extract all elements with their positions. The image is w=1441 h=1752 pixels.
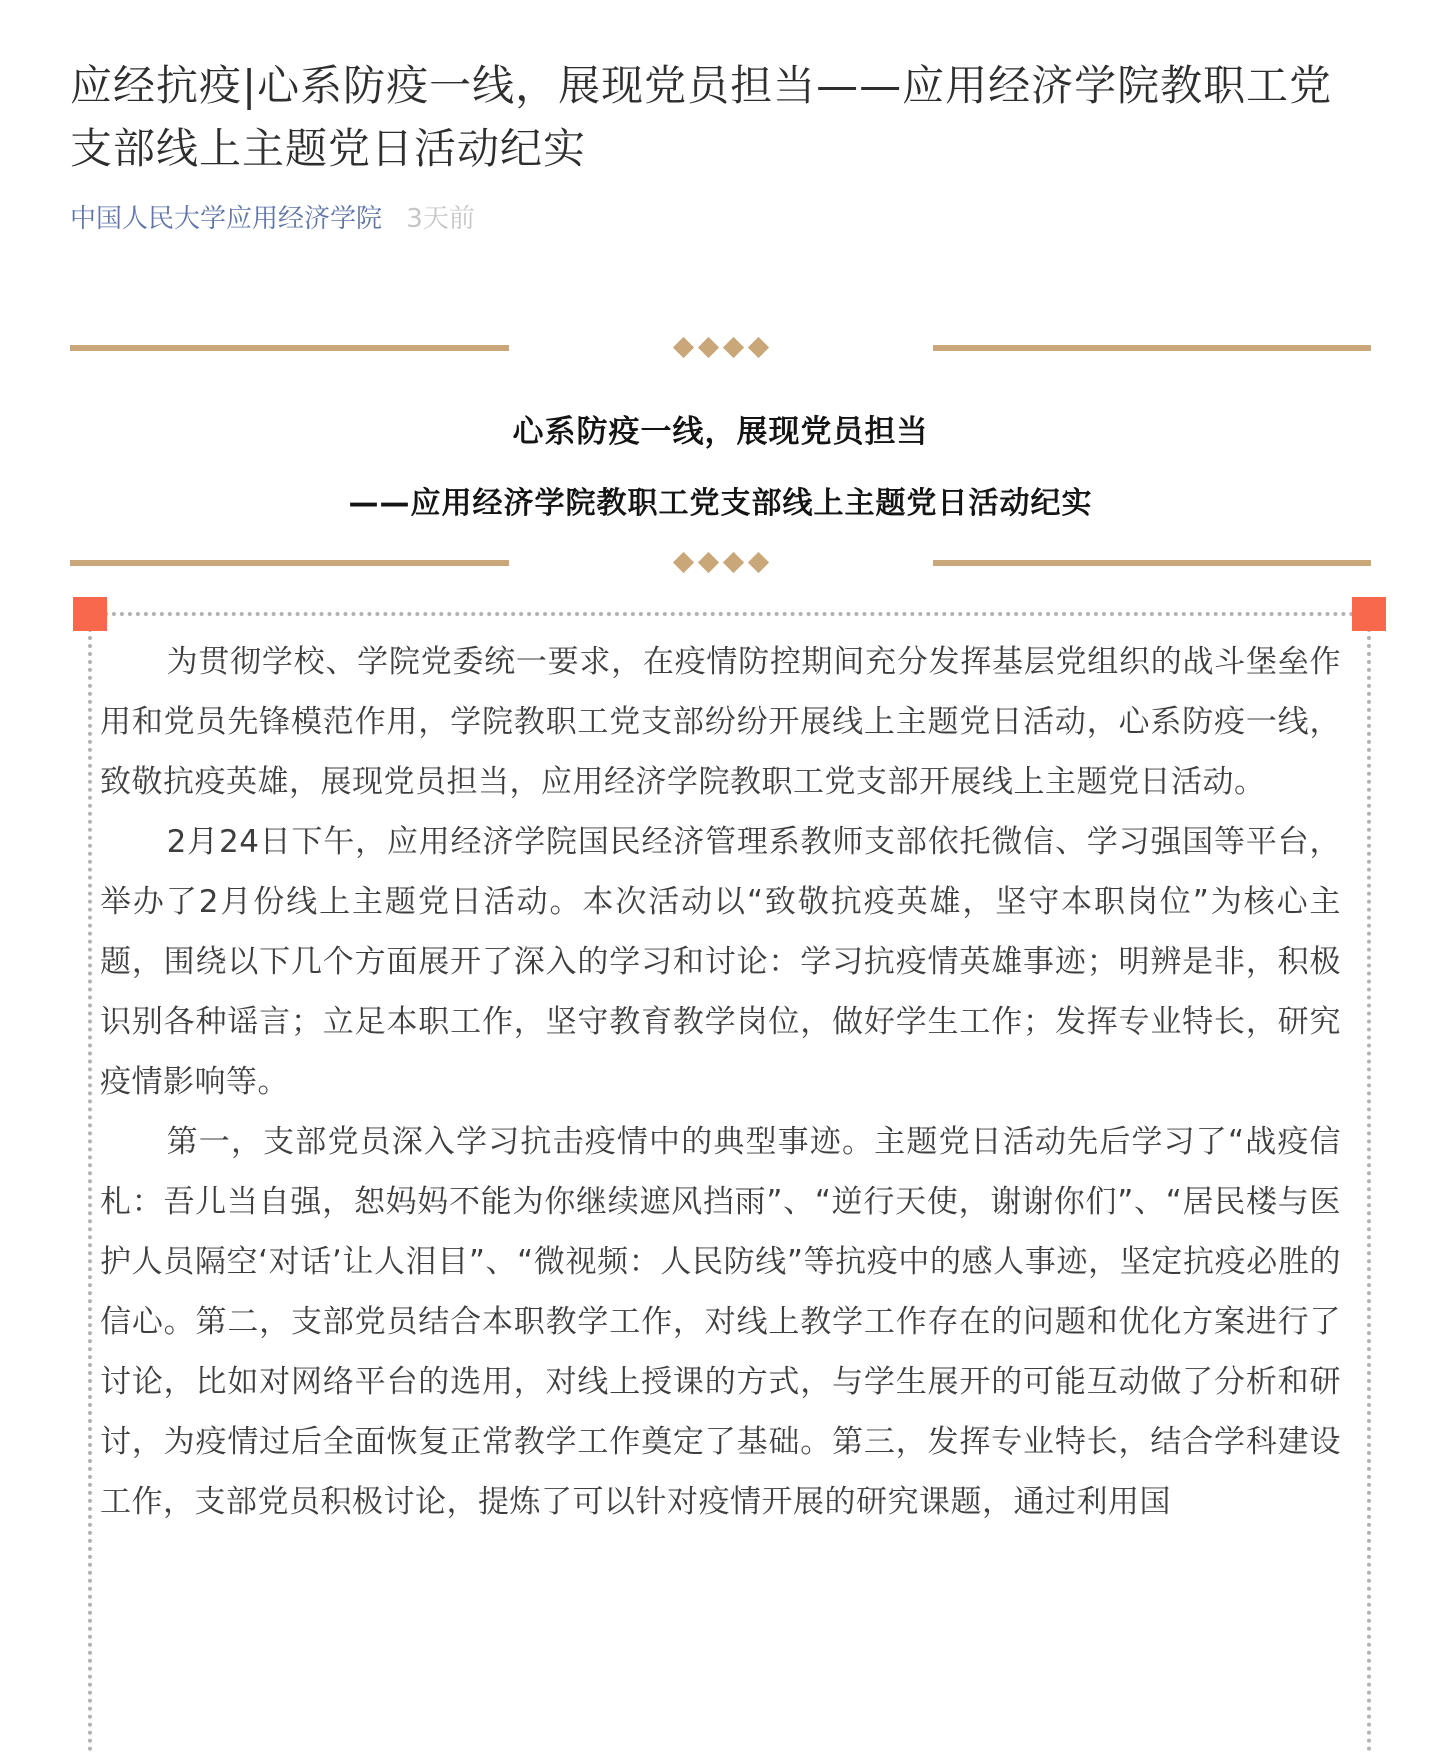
article-page (0, 54, 1441, 1752)
paragraph-3: 第一，支部党员深入学习抗击疫情中的典型事迹。主题党日活动先后学习了“战疫信札：吾儿当自强，恕妈妈不能为你继续遮风挡雨”、“逆行天使，谢谢你们”、“居民楼与医护人员隔空‘对话’让人泪目”、“微视频：人民防线”等抗疫中的感人事迹，坚定抗疫必胜的信心。第二，支部党员结合本职教学工作，对线上教学工作存在的问题和优化方案进行了讨论，比如对网络平台的选用，对线上授课的方式，与学生展开的可能互动做了分析和研讨，为疫情过后全面恢复正常教学工作奠定了基础。第三，发挥专业特长，结合学科建设工作，支部党员积极讨论，提炼了可以针对疫情开展的研究课题，通过利用国 (100, 1124, 1341, 1520)
paragraph-1: 为贯彻学校、学院党委统一要求，在疫情防控期间充分发挥基层党组织的战斗堡垒作用和党员先锋模范作用，学院教职工党支部纷纷开展线上主题党日活动，心系防疫一线，致敬抗疫英雄，展现党员担当，应用经济学院教职工党支部开展线上主题党日活动。 (100, 644, 1341, 800)
paragraph-2: 2月24日下午，应用经济学院国民经济管理系教师支部依托微信、学习强国等平台，举办了2月份线上主题党日活动。本次活动以“致敬抗疫英雄，坚守本职岗位”为核心主题，围绕以下几个方面展开了深入的学习和讨论：学习抗疫情英雄事迹；明辨是非，积极识别各种谣言；立足本职工作，坚守教育教学岗位，做好学生工作；发挥专业特长，研究疫情影响等。 (100, 824, 1341, 1100)
diamond-icon (697, 552, 718, 573)
section-divider-top (70, 340, 1371, 355)
corner-accent-right (1352, 597, 1386, 631)
source-link[interactable]: 中国人民大学应用经济学院 (70, 204, 383, 234)
content-box (88, 612, 1371, 1752)
diamond-icon (747, 552, 768, 573)
divider-line-left (70, 345, 509, 351)
diamond-icon (747, 337, 768, 358)
diamond-ornament (671, 340, 771, 355)
diamond-icon (722, 552, 743, 573)
diamond-icon (697, 337, 718, 358)
section-divider-bottom (70, 555, 1371, 570)
divider-line-right (933, 345, 1372, 351)
divider-line-left (70, 560, 509, 566)
diamond-ornament (671, 555, 771, 570)
page-title: 应经抗疫|心系防疫一线，展现党员担当——应用经济学院教职工党支部线上主题党日活动纪实 (70, 61, 1333, 173)
corner-accent-left (73, 597, 107, 631)
diamond-icon (672, 337, 693, 358)
diamond-icon (722, 337, 743, 358)
divider-line-right (933, 560, 1372, 566)
article-subheading: ——应用经济学院教职工党支部线上主题党日活动纪实 (348, 486, 1093, 521)
article-heading: 心系防疫一线，展现党员担当 (512, 414, 929, 450)
diamond-icon (672, 552, 693, 573)
publish-date: 3天前 (406, 204, 475, 234)
byline (70, 202, 1371, 236)
